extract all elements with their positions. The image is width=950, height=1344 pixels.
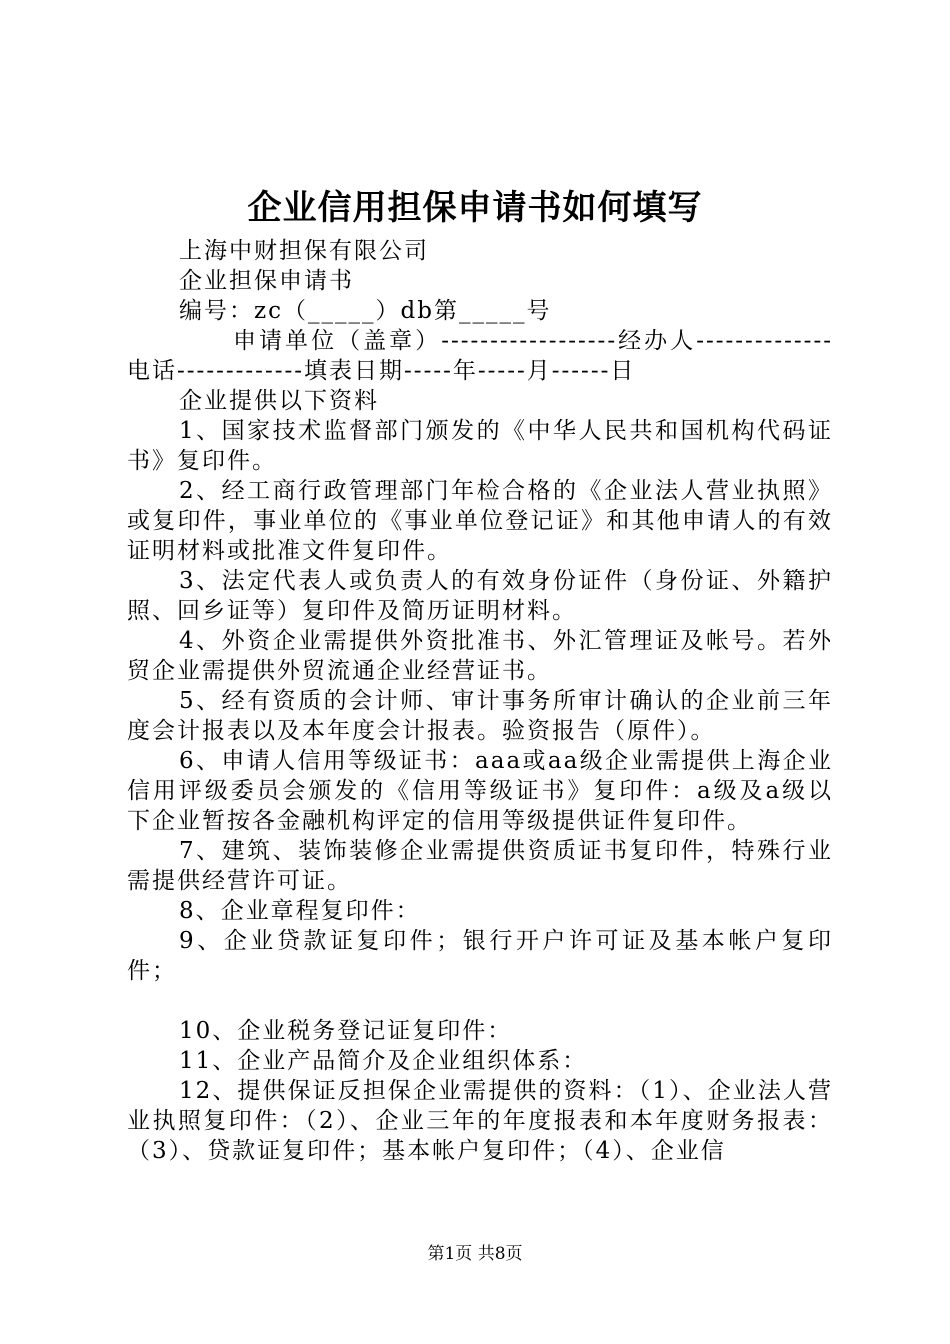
list-item-12: 12、提供保证反担保企业需提供的资料：（1）、企业法人营业执照复印件：（2）、企业三年的年度报表和本年度财务报表：（3）、贷款证复印件；基本帐户复印件；（4）、企业信 — [127, 1078, 833, 1164]
list-item-2: 2、经工商行政管理部门年检合格的《企业法人营业执照》或复印件，事业单位的《事业单位登记证》和其他申请人的有效证明材料或批准文件复印件。 — [127, 478, 833, 564]
document-body — [127, 236, 833, 1166]
list-item-8: 8、企业章程复印件： — [179, 898, 421, 924]
page-footer: 第1页 共8页 — [427, 1244, 523, 1264]
paragraph-materials-heading: 企业提供以下资料 — [179, 388, 379, 414]
list-item-7: 7、建筑、装饰装修企业需提供资质证书复印件，特殊行业需提供经营许可证。 — [127, 838, 833, 894]
paragraph-company: 上海中财担保有限公司 — [179, 238, 429, 264]
list-item-4: 4、外资企业需提供外资批准书、外汇管理证及帐号。若外贸企业需提供外贸流通企业经营证书。 — [127, 628, 833, 684]
list-item-6: 6、申请人信用等级证书：aaa或aa级企业需提供上海企业信用评级委员会颁发的《信用等级证书》复印件：a级及a级以下企业暂按各金融机构评定的信用等级提供证件复印件。 — [127, 748, 833, 834]
page-title: 企业信用担保申请书如何填写 — [247, 188, 703, 228]
paragraph-number: 编号：zc（_____）db第_____号 — [179, 298, 552, 324]
paragraph-form-name: 企业担保申请书 — [179, 268, 354, 294]
list-item-5: 5、经有资质的会计师、审计事务所审计确认的企业前三年度会计报表以及本年度会计报表。验资报告（原件）。 — [127, 688, 833, 744]
list-item-1: 1、国家技术监督部门颁发的《中华人民共和国机构代码证书》复印件。 — [127, 418, 833, 474]
list-item-3: 3、法定代表人或负责人的有效身份证件（身份证、外籍护照、回乡证等）复印件及简历证明材料。 — [127, 568, 833, 624]
paragraph-applicant-line: 申请单位（盖章）------------------经办人--------------电话-------------填表日期-----年-----月------日 — [127, 328, 833, 384]
list-item-11: 11、企业产品简介及企业组织体系： — [179, 1048, 588, 1074]
list-item-9: 9、企业贷款证复印件；银行开户许可证及基本帐户复印件； — [127, 928, 833, 984]
blank-line — [127, 986, 833, 1016]
list-item-10: 10、企业税务登记证复印件： — [179, 1018, 513, 1044]
